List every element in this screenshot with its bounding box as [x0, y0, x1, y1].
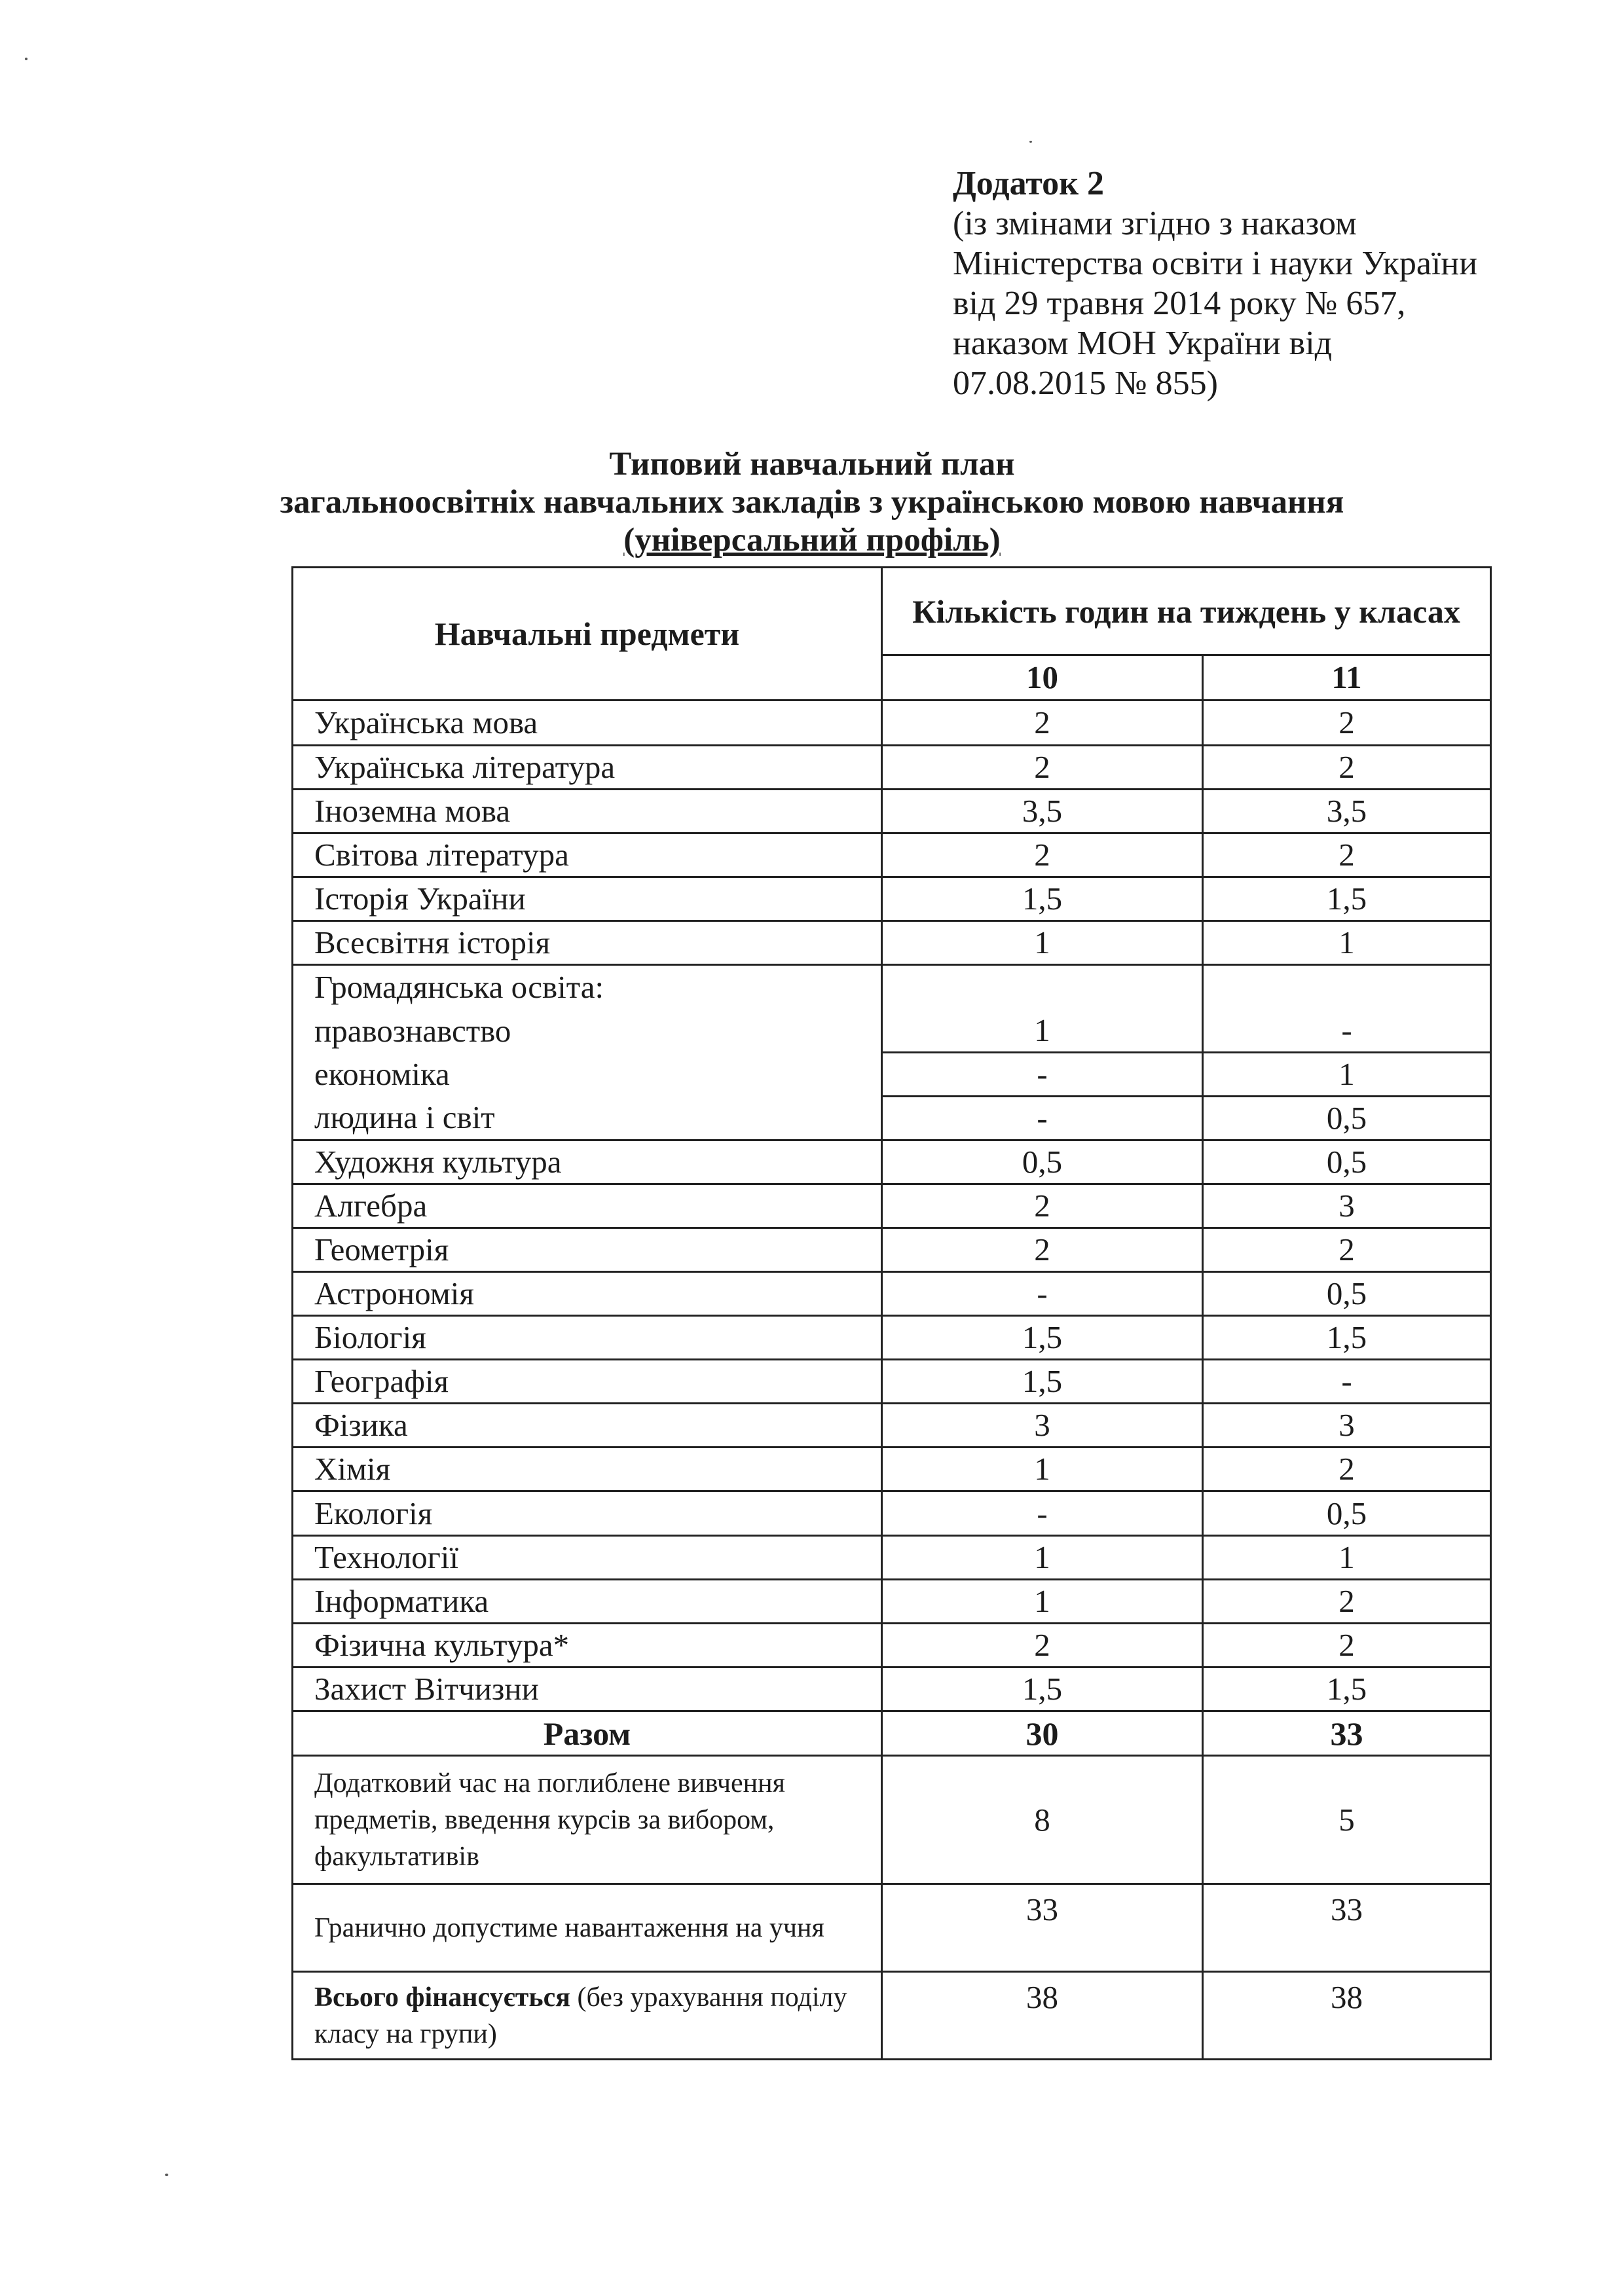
grade-11-cell: 1,5: [1203, 1316, 1491, 1360]
grade-10-cell: 1,5: [882, 1360, 1203, 1404]
subject-cell: Алгебра: [293, 1184, 882, 1228]
scan-speck: [25, 58, 28, 60]
subject-cell: Технології: [293, 1536, 882, 1580]
table-row: [293, 1360, 1491, 1404]
grade-10-cell: 0,5: [882, 1140, 1203, 1184]
civic-subject: людина і світ: [293, 1097, 882, 1140]
table-row: [293, 701, 1491, 746]
grade-10-cell: 2: [882, 746, 1203, 790]
subject-cell: Українська література: [293, 746, 882, 790]
subject-cell: Геометрія: [293, 1228, 882, 1272]
civic-subject: правознавство: [293, 1010, 882, 1053]
table-row: [293, 1448, 1491, 1491]
civic-heading-g11: [1203, 965, 1491, 1010]
grade-10-cell: 1: [882, 1580, 1203, 1624]
table-row: [293, 877, 1491, 921]
appendix-heading: Додаток 2: [953, 165, 1105, 202]
civic-g10: -: [882, 1097, 1203, 1140]
scan-speck: [165, 2174, 168, 2176]
table-row: [293, 1272, 1491, 1316]
table-row: [293, 1491, 1491, 1536]
subject-cell: Захист Вітчизни: [293, 1667, 882, 1711]
table-row: [293, 1536, 1491, 1580]
appendix-line: від 29 травня 2014 року № 657,: [953, 285, 1406, 322]
table-row: [293, 1184, 1491, 1228]
curriculum-table: [291, 566, 1492, 2060]
grade-10-cell: 2: [882, 833, 1203, 877]
grade-10-cell: 1,5: [882, 877, 1203, 921]
table-row: [293, 1316, 1491, 1360]
grade-11-cell: 2: [1203, 833, 1491, 877]
subject-cell: Біологія: [293, 1316, 882, 1360]
appendix-line: наказом МОН України від: [953, 325, 1333, 362]
grade-11-cell: 3: [1203, 1184, 1491, 1228]
table-row: [293, 1228, 1491, 1272]
subject-cell: Художня культура: [293, 1140, 882, 1184]
max-load-g10: 33: [882, 1884, 1203, 1972]
title-line-3-text: (універсальний профіль): [623, 522, 1001, 558]
civic-g11: -: [1203, 1010, 1491, 1053]
grade-11-cell: 3: [1203, 1404, 1491, 1448]
civic-heading-g10: [882, 965, 1203, 1010]
grade-10-cell: -: [882, 1272, 1203, 1316]
grade-11-cell: 1: [1203, 1536, 1491, 1580]
subject-cell: Історія України: [293, 877, 882, 921]
title-line-3: [196, 521, 1428, 559]
appendix-note: [953, 164, 1595, 403]
title-line-1: Типовий навчальний план: [609, 446, 1015, 483]
grade-11-cell: 2: [1203, 746, 1491, 790]
grade-11-cell: 2: [1203, 1228, 1491, 1272]
civic-g11: 1: [1203, 1053, 1491, 1097]
additional-time-label: Додатковий час на поглиблене вивчення предметів, введення курсів за вибором, факультативів: [293, 1756, 882, 1884]
table-row: [293, 921, 1491, 965]
title-line-2: загальноосвітніх навчальних закладів з українською мовою навчання: [280, 484, 1344, 520]
subject-cell: Українська мова: [293, 701, 882, 746]
grade-11-cell: 2: [1203, 1448, 1491, 1491]
funded-label-bold: Всього фінансується: [314, 1982, 570, 2013]
grade-10-cell: 1,5: [882, 1316, 1203, 1360]
grade-10-cell: 2: [882, 1228, 1203, 1272]
subject-cell: Фізична культура*: [293, 1624, 882, 1667]
document-title: [196, 445, 1428, 559]
subject-cell: Астрономія: [293, 1272, 882, 1316]
funded-g11: 38: [1203, 1972, 1491, 2060]
total-g10: 30: [882, 1711, 1203, 1756]
grade-10-cell: 2: [882, 1624, 1203, 1667]
grade-10-cell: -: [882, 1491, 1203, 1536]
grade-10-cell: 1: [882, 1536, 1203, 1580]
appendix-line: (із змінами згідно з наказом: [953, 205, 1357, 242]
grade-10-cell: 3: [882, 1404, 1203, 1448]
grade-10-cell: 3,5: [882, 790, 1203, 833]
subject-cell: Екологія: [293, 1491, 882, 1536]
civic-subject: економіка: [293, 1053, 882, 1097]
grade-10-cell: 1,5: [882, 1667, 1203, 1711]
appendix-line: 07.08.2015 № 855): [953, 365, 1218, 402]
grade-11-cell: 0,5: [1203, 1272, 1491, 1316]
table-row: [293, 1140, 1491, 1184]
grade-11-cell: 3,5: [1203, 790, 1491, 833]
civic-g11: 0,5: [1203, 1097, 1491, 1140]
header-hours: Кількість годин на тиждень у класах: [882, 568, 1491, 655]
table-row: [293, 833, 1491, 877]
scan-speck: [1029, 141, 1032, 143]
subject-cell: Світова література: [293, 833, 882, 877]
header-grade-10: 10: [882, 655, 1203, 701]
grade-11-cell: 2: [1203, 1624, 1491, 1667]
grade-10-cell: 1: [882, 921, 1203, 965]
funded-label: [293, 1972, 882, 2060]
civic-heading: Громадянська освіта:: [293, 965, 882, 1010]
subject-cell: Всесвітня історія: [293, 921, 882, 965]
appendix-line: Міністерства освіти і науки України: [953, 245, 1478, 282]
total-label: Разом: [293, 1711, 882, 1756]
civic-g10: 1: [882, 1010, 1203, 1053]
header-grade-11: 11: [1203, 655, 1491, 701]
table-row: [293, 746, 1491, 790]
grade-11-cell: 2: [1203, 701, 1491, 746]
max-load-g11: 33: [1203, 1884, 1491, 1972]
table-row: [293, 790, 1491, 833]
subject-cell: Географія: [293, 1360, 882, 1404]
max-load-label: Гранично допустиме навантаження на учня: [293, 1884, 882, 1972]
grade-10-cell: 2: [882, 1184, 1203, 1228]
table-row: [293, 1667, 1491, 1711]
funded-label-rest: (без урахування поділу класу на групи): [314, 1982, 847, 2049]
grade-11-cell: 2: [1203, 1580, 1491, 1624]
total-g11: 33: [1203, 1711, 1491, 1756]
grade-11-cell: 0,5: [1203, 1491, 1491, 1536]
additional-time-g10: 8: [882, 1756, 1203, 1884]
subject-cell: Фізика: [293, 1404, 882, 1448]
civic-g10: -: [882, 1053, 1203, 1097]
additional-time-g11: 5: [1203, 1756, 1491, 1884]
header-subjects: Навчальні предмети: [293, 568, 882, 701]
subject-cell: Інформатика: [293, 1580, 882, 1624]
table-row: [293, 1580, 1491, 1624]
funded-g10: 38: [882, 1972, 1203, 2060]
grade-11-cell: 0,5: [1203, 1140, 1491, 1184]
grade-11-cell: 1,5: [1203, 1667, 1491, 1711]
grade-11-cell: -: [1203, 1360, 1491, 1404]
subject-cell: Іноземна мова: [293, 790, 882, 833]
grade-10-cell: 2: [882, 701, 1203, 746]
table-row: [293, 1624, 1491, 1667]
grade-11-cell: 1,5: [1203, 877, 1491, 921]
table-row: [293, 1404, 1491, 1448]
grade-10-cell: 1: [882, 1448, 1203, 1491]
grade-11-cell: 1: [1203, 921, 1491, 965]
subject-cell: Хімія: [293, 1448, 882, 1491]
